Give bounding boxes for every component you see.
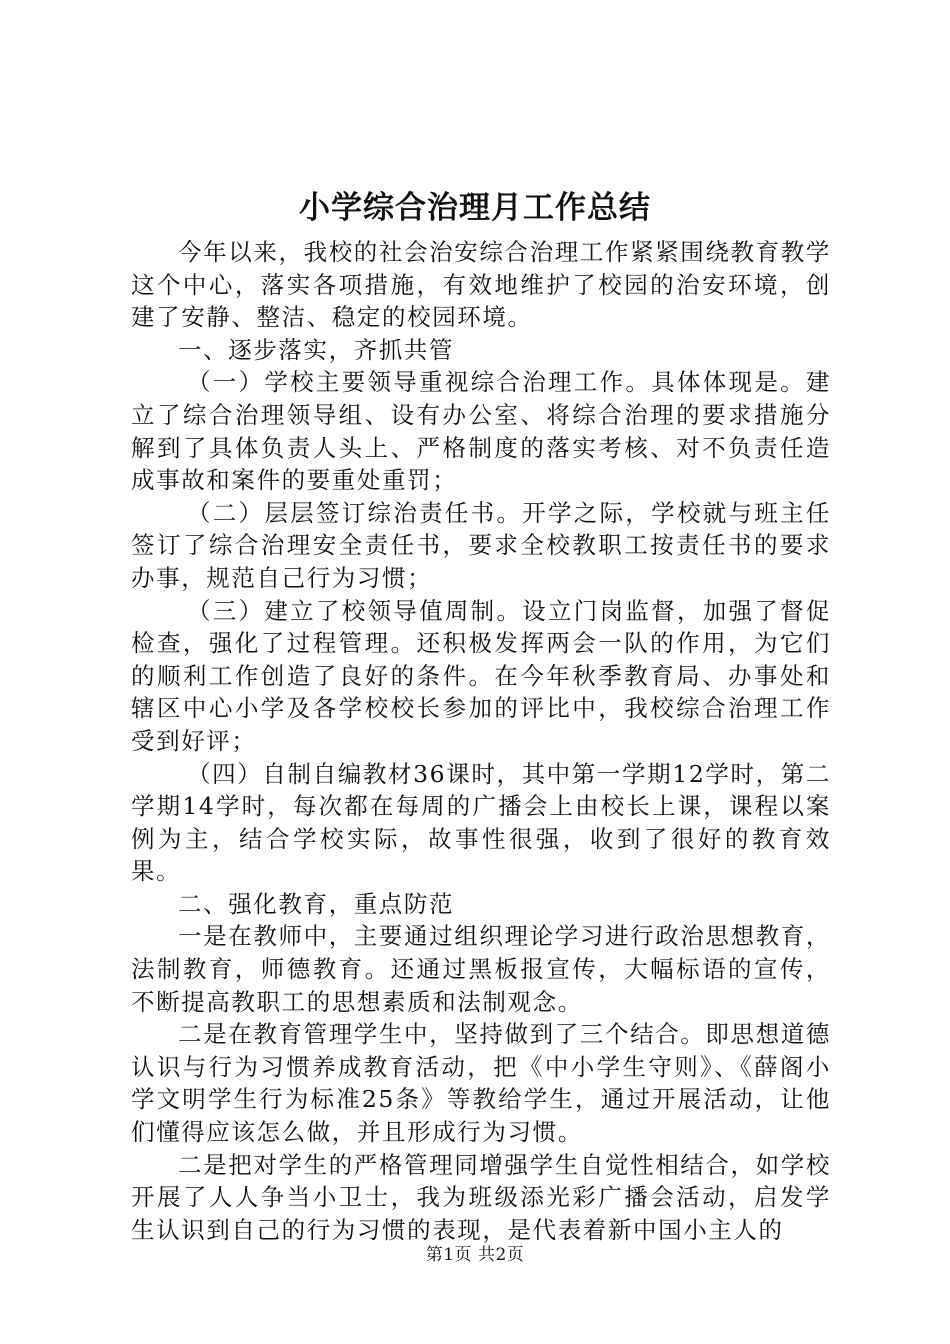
section-heading-2: 二、强化教育，重点防范 (178, 889, 455, 918)
page-footer: 第1页 共2页 (425, 1245, 525, 1265)
item-paragraph-3: （三）建立了校领导值周制。设立门岗监督，加强了督促检查，强化了过程管理。还积极发挥两会一队的作用，为它们的顺利工作创造了良好的条件。在今年秋季教育局、办事处和辖区中心小学及各学校校长参加的评比中，我校综合治理工作受到好评； (131, 596, 831, 755)
education-paragraph-2: 二是在教育管理学生中，坚持做到了三个结合。即思想道德认识与行为习惯养成教育活动，把《中小学生守则》、《薛阁小学文明学生行为标准25条》等教给学生，通过开展活动，让他们懂得应该怎么做，并且形成行为习惯。 (131, 1020, 831, 1147)
education-paragraph-3: 二是把对学生的严格管理同增强学生自觉性相结合，如学校开展了人人争当小卫士，我为班级添光彩广播会活动，启发学生认识到自己的行为习惯的表现，是代表着新中国小主人的 (131, 1150, 831, 1244)
document-title: 小学综合治理月工作总结 (299, 190, 651, 226)
item-paragraph-1: （一）学校主要领导重视综合治理工作。具体体现是。建立了综合治理领导组、设有办公室、将综合治理的要求措施分解到了具体负责人头上、严格制度的落实考核、对不负责任造成事故和案件的要重处重罚； (131, 368, 831, 495)
education-paragraph-1: 一是在教师中，主要通过组织理论学习进行政治思想教育，法制教育，师德教育。还通过黑板报宣传，大幅标语的宣传，不断提高教职工的思想素质和法制观念。 (131, 922, 831, 1016)
document-body (131, 236, 831, 1246)
item-paragraph-2: （二）层层签订综治责任书。开学之际，学校就与班主任签订了综合治理安全责任书，要求全校教职工按责任书的要求办事，规范自己行为习惯； (131, 498, 831, 592)
intro-paragraph: 今年以来，我校的社会治安综合治理工作紧紧围绕教育教学这个中心，落实各项措施，有效地维护了校园的治安环境，创建了安静、整洁、稳定的校园环境。 (131, 238, 831, 332)
item-paragraph-4: （四）自制自编教材36课时，其中第一学期12学时，第二学期14学时，每次都在每周的广播会上由校长上课，课程以案例为主，结合学校实际，故事性很强，收到了很好的教育效果。 (131, 759, 831, 886)
section-heading-1: 一、逐步落实，齐抓共管 (178, 335, 455, 364)
